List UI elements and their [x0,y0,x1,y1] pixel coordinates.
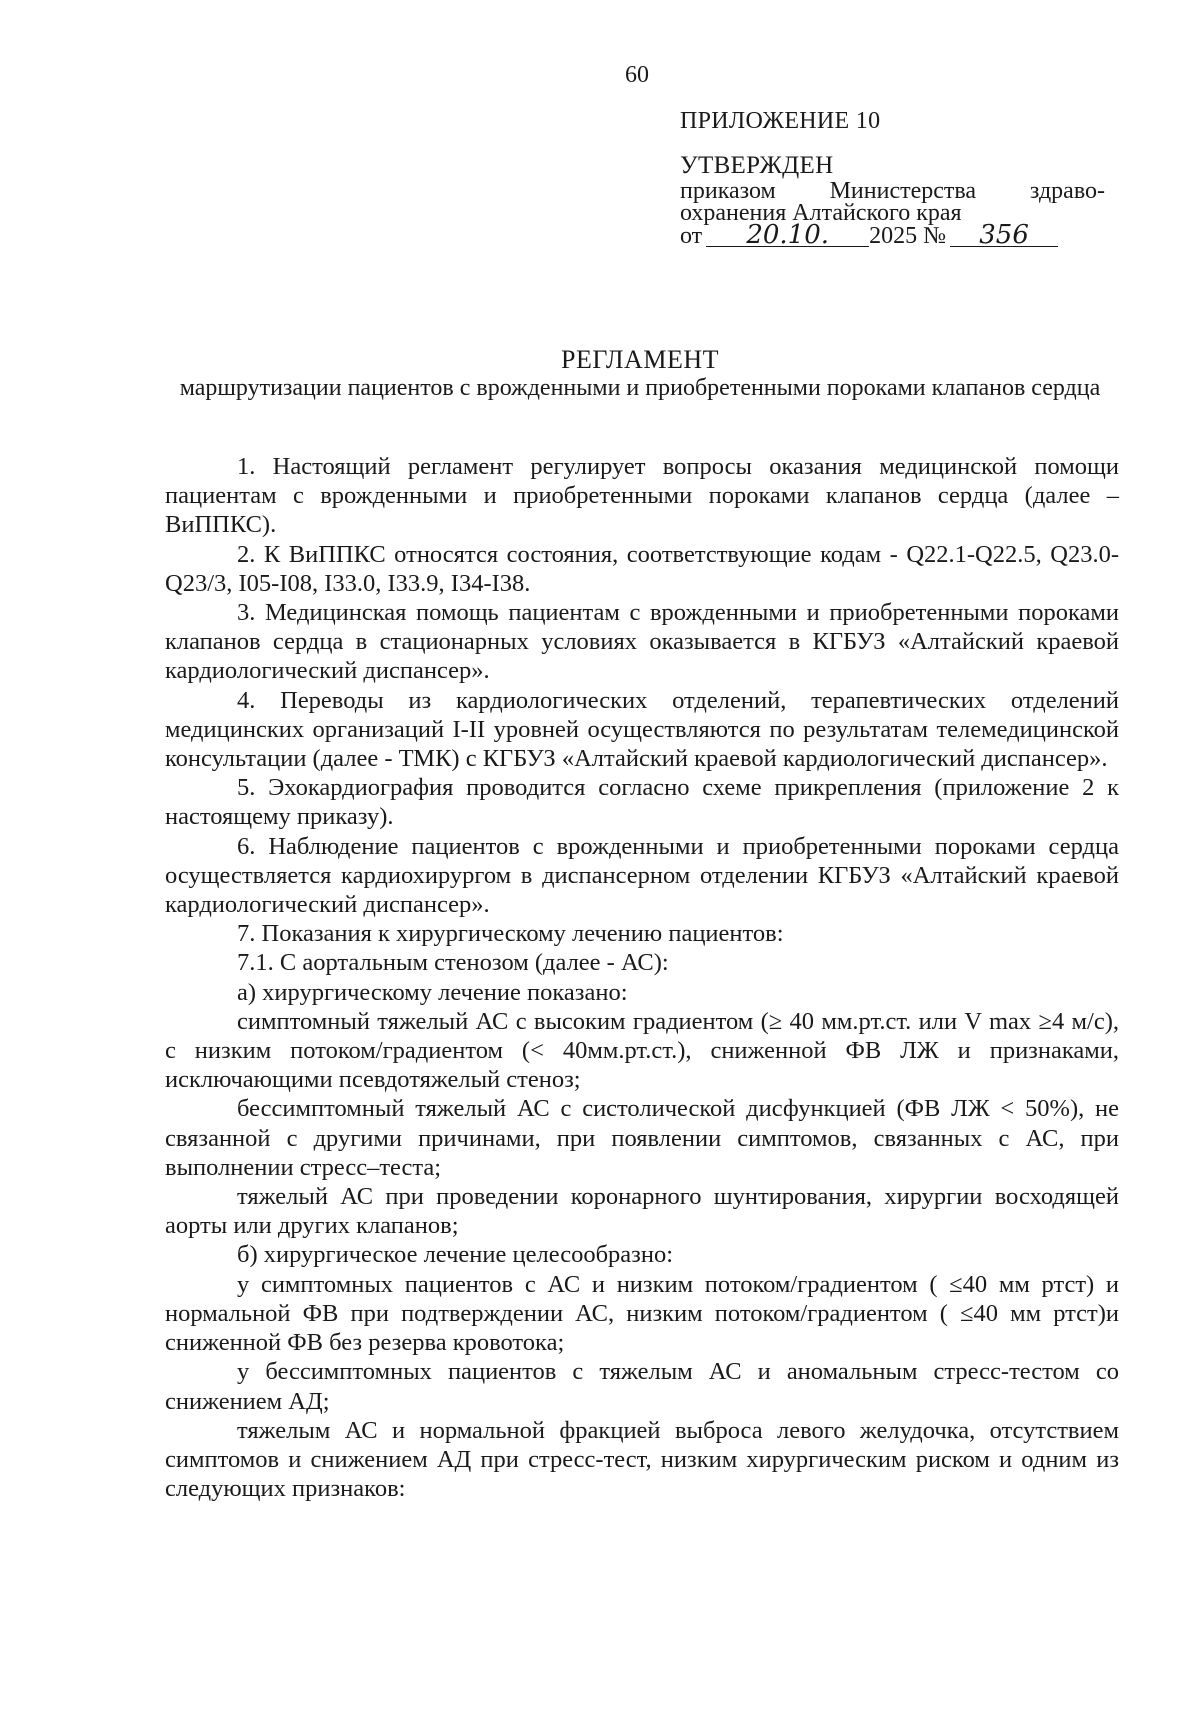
approval-title: УТВЕРЖДЕН [680,152,834,179]
paragraph: 6. Наблюдение пациентов с врожденными и приобретенными пороками сердца осуществляется кардиохирургом в диспансерном отделении КГБУЗ «Алтайский краевой кардиологический диспансер». [165,832,1119,919]
page-number: 60 [625,62,649,88]
handwritten-order-number: 356 [950,224,1058,247]
approval-block [680,152,1105,250]
approval-line-order [680,180,1105,202]
paragraph: а) хирургическому лечение показано: [237,978,628,1006]
document-subtitle: маршрутизации пациентов с врожденными и приобретенными пороками клапанов сердца [179,375,1101,401]
approval-line-region: охранения Алтайского края [680,200,962,226]
paragraph: 7. Показания к хирургическому лечению пациентов: [237,920,784,948]
handwritten-date: 20.10. [706,224,869,247]
appendix-heading: ПРИЛОЖЕНИЕ 10 [680,108,881,134]
paragraph: 4. Переводы из кардиологических отделений, терапевтических отделений медицинских организаций I-II уровней осуществляются по результатам телемедицинской консультации (далее - ТМК) с КГБУЗ «Алтайский краевой кардиологический диспансер». [165,686,1119,773]
document-body [165,452,1119,1503]
approval-order-word: приказом [680,178,776,204]
paragraph: у бессимптомных пациентов с тяжелым АС и аномальным стресс-тестом со снижением АД; [165,1358,1119,1415]
paragraph: тяжелым АС и нормальной фракцией выброса левого желудочка, отсутствием симптомов и снижением АД при стресс-тест, низким хирургическим риском и одним из следующих признаков: [165,1416,1119,1503]
year-and-number-sign: 2025 № [869,223,947,249]
paragraph: бессимптомный тяжелый АС с систолической дисфункцией (ФВ ЛЖ < 50%), не связанной с другими причинами, при появлении симптомов, связанных с АС, при выполнении стресс–теста; [165,1095,1119,1181]
paragraph: симптомный тяжелый АС с высоким градиентом (≥ 40 мм.рт.ст. или V max ≥4 м/с), с низким потоком/градиентом (< 40мм.рт.ст.), сниженной ФВ ЛЖ и признаками, исключающими псевдотяжелый стеноз; [165,1007,1119,1094]
document-title: РЕГЛАМЕНТ [561,345,719,374]
paragraph: 3. Медицинская помощь пациентам с врожденными и приобретенными пороками клапанов сердца в стационарных условиях оказывается в КГБУЗ «Алтайский краевой кардиологический диспансер». [165,599,1119,685]
document-title-block [160,345,1120,401]
approval-ministry-word: Министерства [829,178,977,204]
paragraph: тяжелый АС при проведении коронарного шунтирования, хирургии восходящей аорты или других клапанов; [165,1183,1119,1240]
paragraph: 2. К ВиППКС относятся состояния, соответствующие кодам - Q22.1-Q22.5, Q23.0-Q23/3, I05-I08, I33.0, I33.9, I34-I38. [165,540,1119,597]
date-prefix: от [680,223,703,249]
paragraph: б) хирургическое лечение целесообразно: [237,1241,673,1269]
paragraph: 1. Настоящий регламент регулирует вопросы оказания медицинской помощи пациентам с врожденными и приобретенными пороками клапанов сердца (далее – ВиППКС). [165,453,1119,539]
approval-health-word: здраво- [1029,178,1105,204]
paragraph: 5. Эхокардиография проводится согласно схеме прикрепления (приложение 2 к настоящему приказу). [165,774,1119,831]
paragraph: у симптомных пациентов с АС и низким потоком/градиентом ( ≤40 мм ртст) и нормальной ФВ при подтверждении АС, низким потоком/градиентом ( ≤40 мм ртст)и сниженной ФВ без резерва кровотока; [165,1270,1119,1357]
paragraph: 7.1. С аортальным стенозом (далее - АС): [237,949,669,977]
approval-date-line [680,220,1105,250]
